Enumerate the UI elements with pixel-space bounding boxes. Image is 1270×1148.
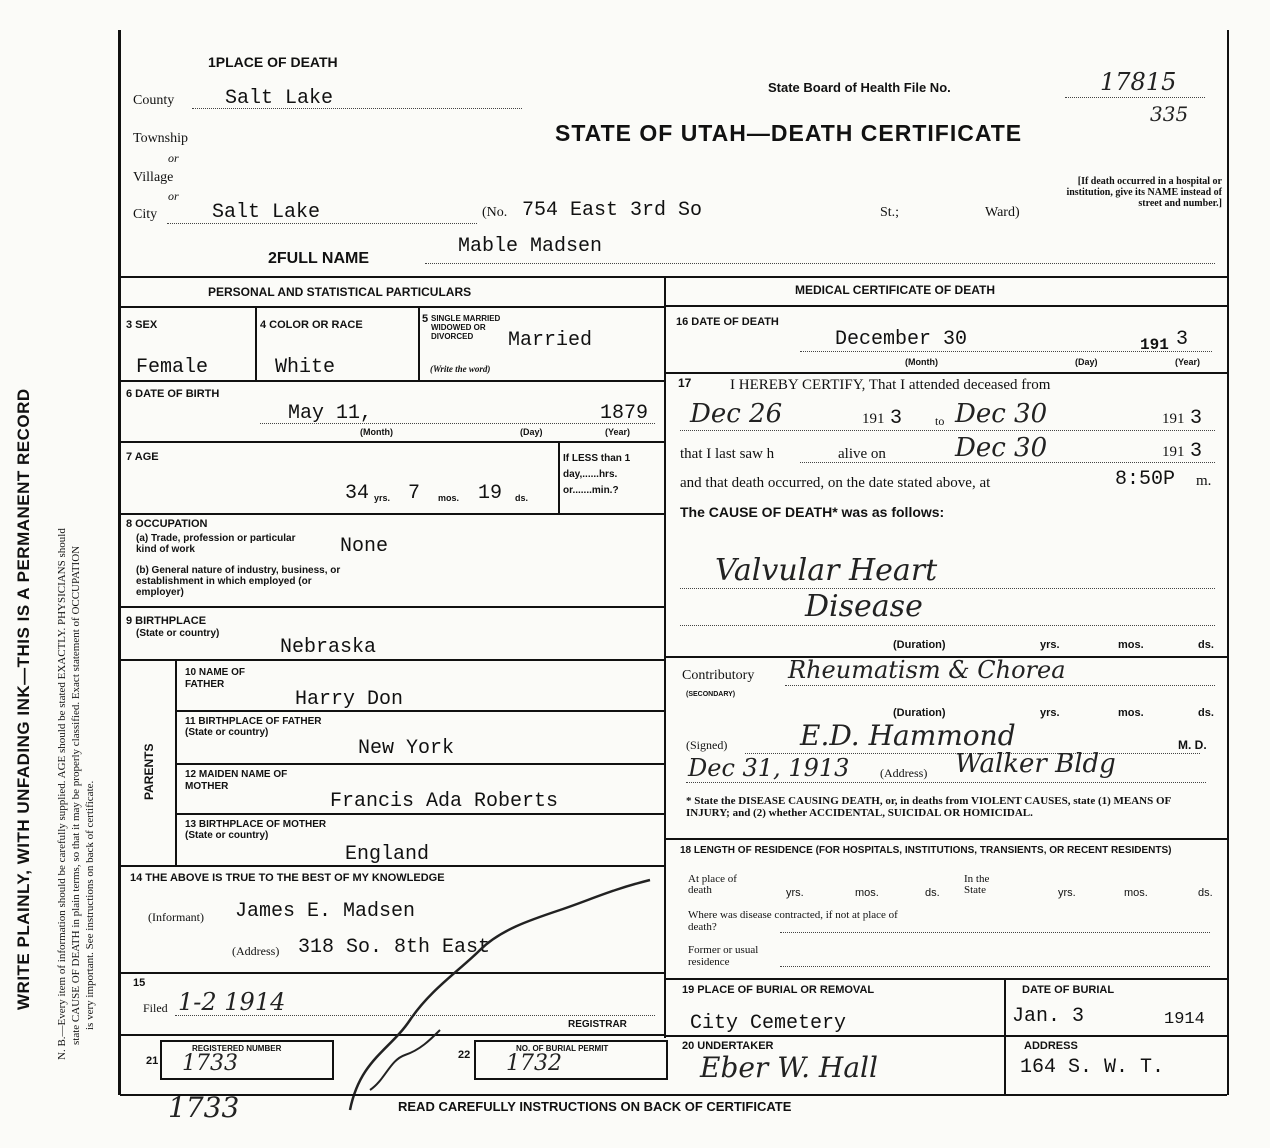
marital-note: (Write the word) <box>430 364 491 374</box>
undertaker-address-label: ADDRESS <box>1024 1040 1078 1052</box>
reg-num-index: 21 <box>146 1055 159 1067</box>
township-label: Township <box>133 131 189 146</box>
undertaker-address-value: 164 S. W. T. <box>1020 1056 1165 1079</box>
mother-birthplace-value: England <box>345 843 430 866</box>
instructions-note-3: is very important. See instructions on back of certificate. <box>84 780 96 1030</box>
row-line-19 <box>666 1035 1227 1037</box>
cause-line-1: Valvular Heart <box>715 553 938 588</box>
ward-label: Ward) <box>985 205 1020 220</box>
dod-year-digit: 3 <box>1176 328 1189 351</box>
time-of-death-value: 8:50P <box>1115 468 1176 491</box>
color-race-value: White <box>275 356 336 379</box>
duration-yrs-1: yrs. <box>1040 639 1060 651</box>
former-residence-label: Former or usual residence <box>688 944 759 968</box>
filed-num: 15 <box>133 977 146 989</box>
or-label-1: or <box>168 151 179 165</box>
occupation-label: 8 OCCUPATION <box>126 518 208 530</box>
informant-value: James E. Madsen <box>235 900 416 923</box>
village-label: Village <box>133 170 174 185</box>
age-days-caption: ds. <box>515 493 529 503</box>
dod-month-caption: (Month) <box>905 357 938 367</box>
city-value: Salt Lake <box>212 201 321 224</box>
row-line-12 <box>175 813 664 815</box>
reg-num-caption: REGISTERED NUMBER <box>192 1044 282 1053</box>
section-title-underline-left <box>120 306 664 308</box>
city-label: City <box>133 207 158 222</box>
sign-date-value: Dec 31, 1913 <box>688 754 850 782</box>
section-title-underline-right <box>666 305 1227 307</box>
cause-footnote: * State the DISEASE CAUSING DEATH, or, in deaths from VIOLENT CAUSES, state (1) MEANS OF INJURY; and (2) whether ACCIDENTAL, SUICIDAL OR HOMICIDAL. <box>686 795 1171 819</box>
file-number-label: State Board of Health File No. <box>768 80 951 95</box>
dob-month-day: May 11, <box>288 402 373 425</box>
full-name-line <box>425 263 1215 264</box>
informant-label: (Informant) <box>148 910 204 924</box>
attend-to-year-digit: 3 <box>1190 407 1203 430</box>
contributory-line <box>785 685 1215 686</box>
cert-text: I HEREBY CERTIFY, That I attended deceased from <box>730 377 1051 393</box>
last-saw-year: 191 <box>1162 444 1185 460</box>
dob-label: 6 DATE OF BIRTH <box>126 388 220 400</box>
duration-yrs-2: yrs. <box>1040 707 1060 719</box>
at-place-yrs: yrs. <box>786 887 804 899</box>
former-residence-line <box>780 966 1210 967</box>
alive-on-label: alive on <box>838 446 886 462</box>
row-line-5 <box>120 380 664 382</box>
informant-address-label: (Address) <box>232 944 280 958</box>
permanent-record-notice: WRITE PLAINLY, WITH UNFADING INK—THIS IS A PERMANENT RECORD <box>14 388 33 1010</box>
last-saw-date: Dec 30 <box>955 433 1048 463</box>
instructions-note-2: state CAUSE OF DEATH in plain terms, so that it may be properly classified. Exact statement of OCCUPATION <box>70 545 82 1045</box>
full-name-label: 2FULL NAME <box>268 250 370 267</box>
burial-place-label: 19 PLACE OF BURIAL OR REMOVAL <box>682 984 875 996</box>
dob-year: 1879 <box>600 402 649 425</box>
parents-divider <box>175 659 177 865</box>
burial-date-value: Jan. 3 <box>1012 1005 1085 1028</box>
filed-value: 1-2 1914 <box>178 988 286 1016</box>
attend-to-year: 191 <box>1162 411 1185 427</box>
last-saw-label: that I last saw h <box>680 446 775 462</box>
marital-options: SINGLE MARRIED WIDOWED OR DIVORCED <box>431 314 501 341</box>
attend-from-year: 191 <box>862 411 885 427</box>
mother-name-label: 12 MAIDEN NAME OF MOTHER <box>185 769 288 792</box>
in-state-yrs: yrs. <box>1058 887 1076 899</box>
where-contracted-label: Where was disease contracted, if not at place of death? <box>688 909 898 933</box>
father-birthplace-label: 11 BIRTHPLACE OF FATHER (State or country) <box>185 716 322 738</box>
certificate-title: STATE OF UTAH—DEATH CERTIFICATE <box>555 120 1023 146</box>
dob-day-caption: (Day) <box>520 427 543 437</box>
age-months: 7 <box>408 482 421 505</box>
duration-mos-1: mos. <box>1118 639 1144 651</box>
dod-year-caption: (Year) <box>1175 357 1201 367</box>
row-line-6 <box>120 441 664 443</box>
age-years: 34 <box>345 482 370 505</box>
mother-birthplace-label: 13 BIRTHPLACE OF MOTHER (State or country) <box>185 819 327 841</box>
form-right-border <box>1227 30 1229 1095</box>
row-line-17 <box>666 838 1227 840</box>
form-bottom-line <box>120 1094 1227 1096</box>
age-days: 19 <box>478 482 503 505</box>
row-line-10 <box>175 710 664 712</box>
burial-year-value: 1914 <box>1164 1010 1205 1029</box>
row-line-16 <box>666 372 1227 374</box>
dod-day-caption: (Day) <box>1075 357 1098 367</box>
county-value: Salt Lake <box>225 87 334 110</box>
sign-address-line <box>686 782 1206 783</box>
file-number-line <box>1065 97 1205 98</box>
father-name-label: 10 NAME OF FATHER <box>185 667 246 690</box>
grid-top-line <box>120 276 1227 278</box>
last-saw-line <box>800 462 1215 463</box>
contributory-label: Contributory <box>682 668 755 683</box>
medical-section-title: MEDICAL CERTIFICATE OF DEATH <box>795 283 995 297</box>
street-no-label: (No. <box>482 205 508 220</box>
row-line-9 <box>120 659 664 661</box>
father-name-value: Harry Don <box>295 688 404 711</box>
or-label-2: or <box>168 189 179 203</box>
residence-label: 18 LENGTH OF RESIDENCE (FOR HOSPITALS, INSTITUTIONS, TRANSIENTS, OR RECENT RESIDENTS) <box>680 845 1172 856</box>
footer-instructions: READ CAREFULLY INSTRUCTIONS ON BACK OF CERTIFICATE <box>398 1099 792 1114</box>
in-state-label: In the State <box>964 873 990 896</box>
duration-mos-2: mos. <box>1118 707 1144 719</box>
burial-date-label: DATE OF BURIAL <box>1022 984 1115 996</box>
row-line-8 <box>120 606 664 608</box>
dod-year: 191 <box>1140 336 1169 354</box>
attend-from-value: Dec 26 <box>690 399 783 429</box>
dob-year-caption: (Year) <box>605 427 631 437</box>
street-address-value: 754 East 3rd So <box>522 199 703 222</box>
secondary-label: (SECONDARY) <box>686 691 736 698</box>
age-months-caption: mos. <box>438 493 460 503</box>
hospital-note: [If death occurred in a hospital or institution, give its NAME instead of street and number.] <box>1066 176 1222 209</box>
full-name-value: Mable Madsen <box>458 235 603 258</box>
undertaker-label: 20 UNDERTAKER <box>682 1040 774 1052</box>
burial-permit-caption: NO. OF BURIAL PERMIT <box>516 1044 609 1053</box>
duration-label-1: (Duration) <box>893 639 946 651</box>
duration-label-2: (Duration) <box>893 707 946 719</box>
dod-month-day: December 30 <box>835 328 968 351</box>
row-line-11 <box>175 763 664 765</box>
birthplace-value: Nebraska <box>280 636 377 659</box>
sex-label: 3 SEX <box>126 319 158 331</box>
undertaker-value: Eber W. Hall <box>700 1051 878 1084</box>
at-place-label: At place of death <box>688 873 737 896</box>
sign-address-label: (Address) <box>880 766 928 780</box>
personal-section-title: PERSONAL AND STATISTICAL PARTICULARS <box>208 285 472 299</box>
cert-num: 17 <box>678 376 692 390</box>
burial-permit-value: 1732 <box>506 1051 562 1076</box>
marital-value: Married <box>508 329 593 352</box>
last-saw-year-digit: 3 <box>1190 440 1203 463</box>
in-state-mos: mos. <box>1124 887 1148 899</box>
row-line-18 <box>666 978 1227 980</box>
attend-to-label: to <box>935 414 945 428</box>
duration-ds-2: ds. <box>1198 707 1214 719</box>
attend-line <box>680 430 1215 431</box>
place-of-death-heading: 1PLACE OF DEATH <box>208 54 338 70</box>
md-label: M. D. <box>1178 738 1207 752</box>
row-line-7 <box>120 513 664 515</box>
sign-address-value: Walker Bldg <box>955 749 1116 779</box>
marital-num: 5 <box>422 313 429 325</box>
street-label: St.; <box>880 205 900 220</box>
registrar-label: REGISTRAR <box>568 1019 627 1030</box>
sex-color-divider <box>255 306 257 380</box>
less-than-day-note: If LESS than 1 day,......hrs. or.......min.? <box>563 453 631 496</box>
mother-name-value: Francis Ada Roberts <box>330 790 559 813</box>
age-label: 7 AGE <box>126 451 159 463</box>
reg-num-value: 1733 <box>182 1051 238 1076</box>
filed-label: Filed <box>143 1001 168 1015</box>
instructions-note-1: N. B.—Every item of information should be carefully supplied. AGE should be stated EXACTLY. PHYSICIANS should <box>56 528 68 1060</box>
birthplace-sub: (State or country) <box>136 628 220 639</box>
sex-value: Female <box>136 356 209 379</box>
signed-label: (Signed) <box>686 738 728 752</box>
age-less-divider <box>558 441 560 513</box>
at-place-mos: mos. <box>855 887 879 899</box>
attend-to-value: Dec 30 <box>955 399 1048 429</box>
parents-label: PARENTS <box>142 743 156 800</box>
death-occurred-label: and that death occurred, on the date stated above, at <box>680 475 991 491</box>
at-place-ds: ds. <box>925 887 940 899</box>
physician-signature: E.D. Hammond <box>800 719 1016 752</box>
true-statement-label: 14 THE ABOVE IS TRUE TO THE BEST OF MY KNOWLEDGE <box>130 872 445 884</box>
occupation-value: None <box>340 535 389 558</box>
time-m-label: m. <box>1196 473 1212 489</box>
in-state-ds: ds. <box>1198 887 1213 899</box>
county-label: County <box>133 93 175 108</box>
dod-label: 16 DATE OF DEATH <box>676 316 779 328</box>
reg-num-box <box>160 1040 334 1080</box>
cause-underline-1 <box>680 588 1215 589</box>
contributory-value: Rheumatism & Chorea <box>788 656 1066 684</box>
dob-month-caption: (Month) <box>360 427 393 437</box>
registrar-signature <box>330 860 670 1120</box>
cause-underline-2 <box>680 625 1215 626</box>
burial-place-value: City Cemetery <box>690 1012 847 1035</box>
birthplace-label: 9 BIRTHPLACE <box>126 615 207 627</box>
age-years-caption: yrs. <box>374 493 391 503</box>
color-marital-divider <box>418 306 420 380</box>
father-birthplace-value: New York <box>358 737 455 760</box>
duration-ds-1: ds. <box>1198 639 1214 651</box>
file-number-extra: 335 <box>1150 102 1189 126</box>
occupation-a-label: (a) Trade, profession or particular kind of work <box>136 533 296 555</box>
file-number-value: 17815 <box>1100 68 1177 96</box>
attend-from-year-digit: 3 <box>890 407 903 430</box>
occupation-b-label: (b) General nature of industry, business, or establishment in which employed (or employer) <box>136 565 341 598</box>
color-race-label: 4 COLOR OR RACE <box>260 319 363 331</box>
informant-address-value: 318 So. 8th East <box>298 936 491 959</box>
burial-permit-index: 22 <box>458 1049 471 1061</box>
form-left-border <box>118 30 121 1095</box>
margin-handwritten-number: 1733 <box>168 1091 240 1124</box>
cause-of-death-label: The CAUSE OF DEATH* was as follows: <box>680 504 945 520</box>
where-contracted-line <box>780 932 1210 933</box>
cause-line-2: Disease <box>805 589 923 624</box>
